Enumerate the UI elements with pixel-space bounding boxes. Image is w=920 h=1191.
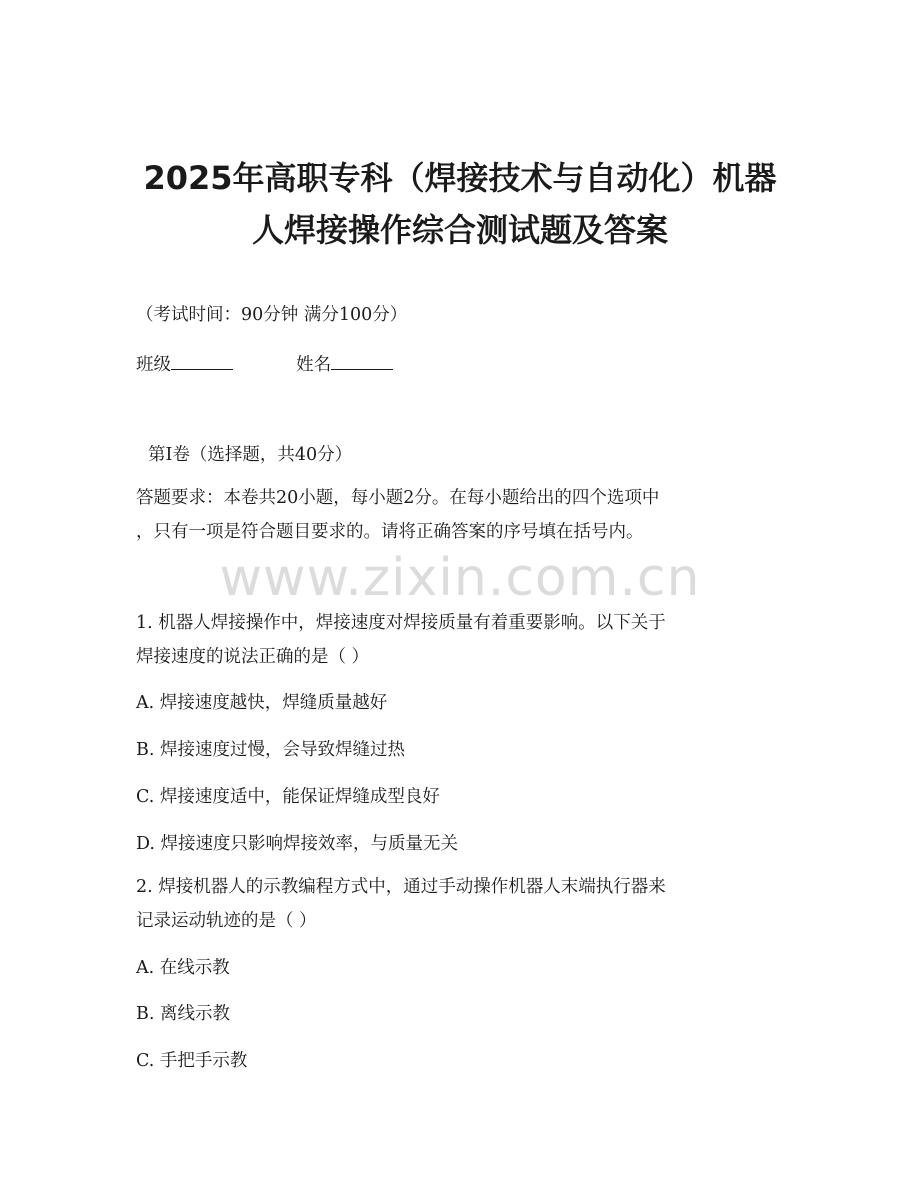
watermark: www.zixin.com.cn [219, 548, 701, 608]
title-line-2: 人焊接操作综合测试题及答案 [251, 211, 668, 249]
question-2-line-2: 记录运动轨迹的是（ ） [136, 911, 317, 931]
class-name-row [136, 351, 393, 376]
question-1-option-d: D. 焊接速度只影响焊接效率，与质量无关 [136, 834, 459, 854]
question-2-option-c: C. 手把手示教 [136, 1051, 248, 1071]
instructions-line-2: ，只有一项是符合题目要求的。请将正确答案的序号填在括号内。 [136, 522, 644, 542]
question-1-line-1: 1. 机器人焊接操作中，焊接速度对焊接质量有着重要影响。以下关于 [136, 613, 666, 633]
question-2-line-1: 2. 焊接机器人的示教编程方式中，通过手动操作机器人末端执行器来 [136, 877, 666, 897]
question-2-option-a: A. 在线示教 [136, 958, 230, 978]
question-2-option-b: B. 离线示教 [136, 1004, 230, 1024]
class-label: 班级 [136, 355, 171, 375]
question-1-line-2: 焊接速度的说法正确的是（ ） [136, 647, 370, 667]
question-1-option-c: C. 焊接速度适中，能保证焊缝成型良好 [136, 787, 440, 807]
section-heading: 第Ⅰ卷（选择题，共40分） [148, 445, 353, 465]
name-label: 姓名 [296, 355, 332, 375]
name-blank[interactable] [331, 355, 393, 370]
exam-time-info: （考试时间：90分钟 满分100分） [136, 305, 408, 325]
question-1-option-b: B. 焊接速度过慢，会导致焊缝过热 [136, 740, 405, 760]
title-line-1: 2025年高职专科（焊接技术与自动化）机器 [143, 159, 777, 197]
instructions-line-1: 答题要求：本卷共20小题，每小题2分。在每小题给出的四个选项中 [136, 488, 660, 508]
question-2 [136, 870, 796, 938]
instructions [136, 481, 796, 549]
class-blank[interactable] [171, 355, 233, 370]
question-1 [136, 606, 796, 674]
question-1-option-a: A. 焊接速度越快，焊缝质量越好 [136, 693, 388, 713]
document-title [0, 152, 920, 256]
